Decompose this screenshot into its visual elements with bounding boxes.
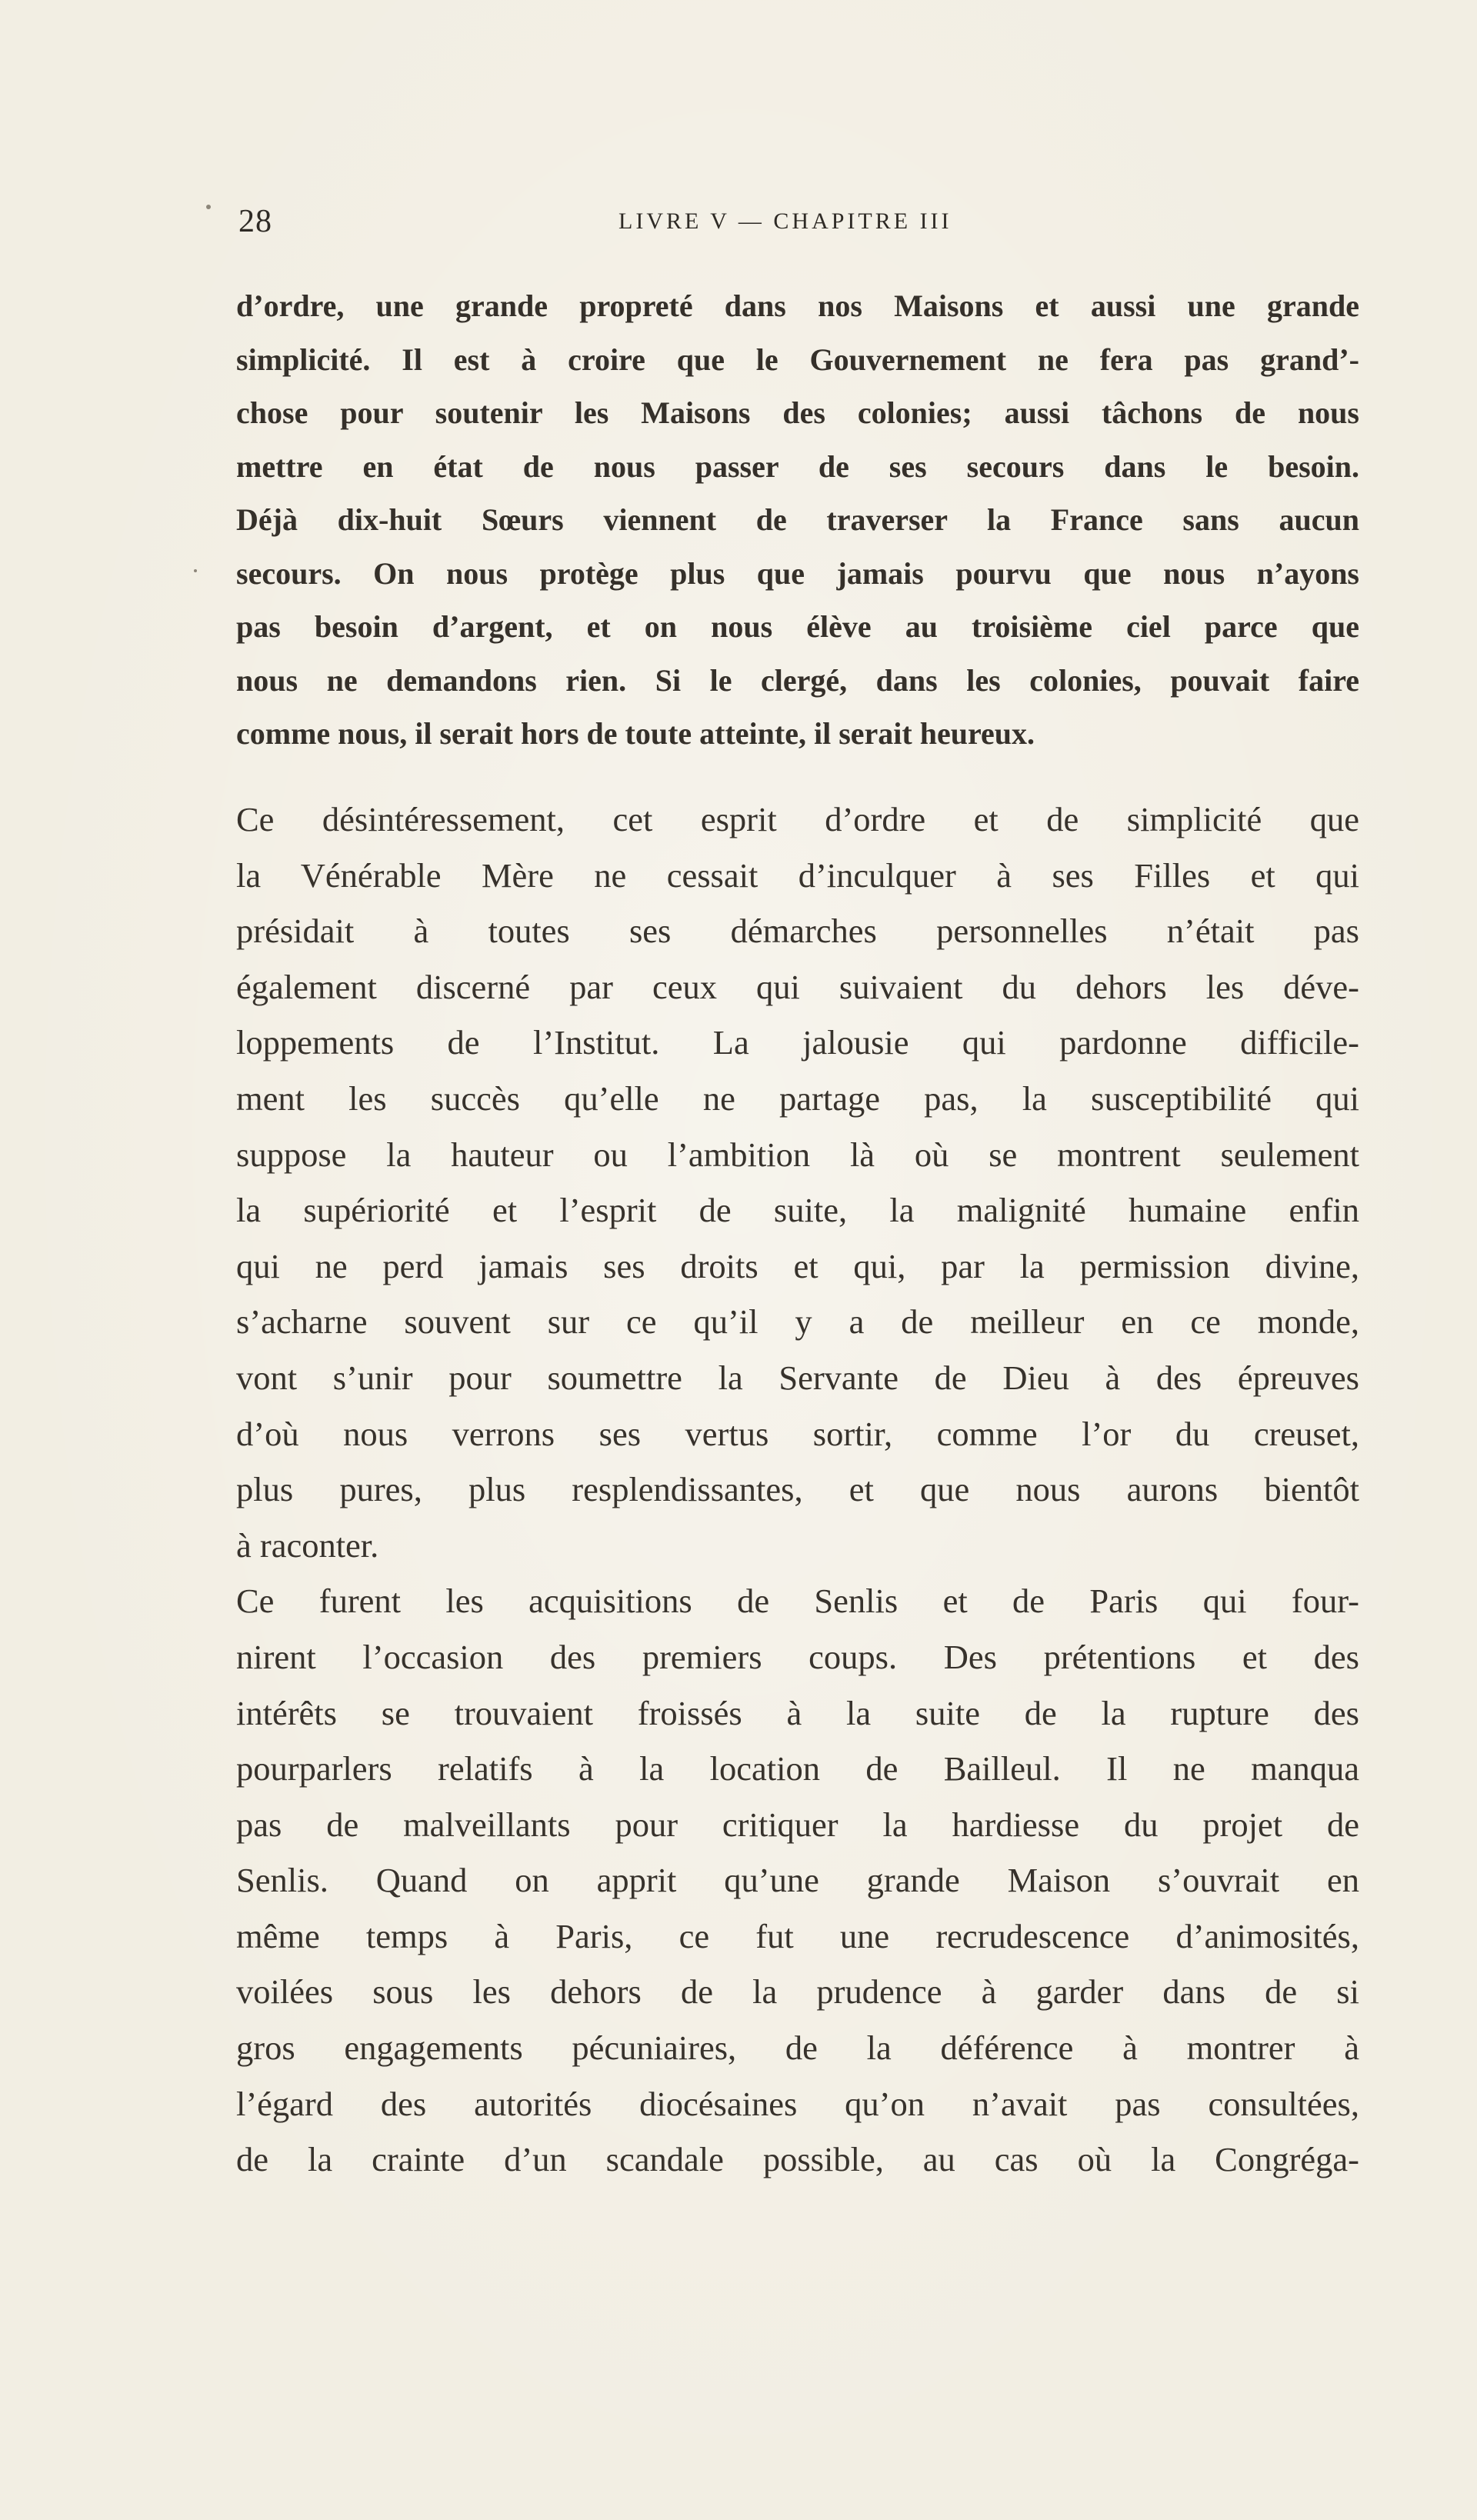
text-line: chose pour soutenir les Maisons des colonies; aussi tâchons de nous	[236, 395, 1359, 430]
text-line: loppements de l’Institut. La jalousie qui pardonne difficile-	[236, 1023, 1359, 1062]
text-line: de la crainte d’un scandale possible, au cas où la Congréga-	[236, 2140, 1359, 2179]
text-line: ment les succès qu’elle ne partage pas, la susceptibilité qui	[236, 1078, 1359, 1118]
ink-speck	[194, 569, 197, 572]
text-line: mettre en état de nous passer de ses secours dans le besoin.	[236, 448, 1359, 484]
text-line: qui ne perd jamais ses droits et qui, par la permission divine,	[236, 1246, 1359, 1285]
text-line: pas de malveillants pour critiquer la hardiesse du projet de	[236, 1805, 1359, 1844]
ink-speck	[206, 205, 211, 209]
text-line: présidait à toutes ses démarches personnelles n’était pas	[236, 912, 1359, 951]
running-head: LIVRE V — CHAPITRE III	[618, 208, 952, 234]
paragraph	[236, 792, 1359, 1573]
text-line: gros engagements pécuniaires, de la déférence à montrer à	[236, 2028, 1359, 2068]
text-line: s’acharne souvent sur ce qu’il y a de meilleur en ce monde,	[236, 1302, 1359, 1342]
text-line: Ce furent les acquisitions de Senlis et de Paris qui four-	[236, 1582, 1359, 1621]
text-line: l’égard des autorités diocésaines qu’on n’avait pas consultées,	[236, 2084, 1359, 2123]
text-line: la supériorité et l’esprit de suite, la malignité humaine enfin	[236, 1191, 1359, 1230]
text-line: secours. On nous protège plus que jamais pourvu que nous n’ayons	[236, 555, 1359, 591]
paragraph	[236, 1573, 1359, 2188]
text-line: également discerné par ceux qui suivaient du dehors les déve-	[236, 967, 1359, 1006]
text-line: d’ordre, une grande propreté dans nos Maisons et aussi une grande	[236, 288, 1359, 323]
text-line: la Vénérable Mère ne cessait d’inculquer à ses Filles et qui	[236, 855, 1359, 895]
letter-excerpt	[236, 279, 1359, 761]
text-line: pourparlers relatifs à la location de Bailleul. Il ne manqua	[236, 1749, 1359, 1788]
text-line: simplicité. Il est à croire que le Gouvernement ne fera pas grand’-	[236, 342, 1359, 377]
text-line: pas besoin d’argent, et on nous élève au troisième ciel parce que	[236, 609, 1359, 644]
page-number: 28	[238, 204, 272, 239]
text-line: voilées sous les dehors de la prudence à garder dans de si	[236, 1972, 1359, 2012]
text-line: comme nous, il serait hors de toute atteinte, il serait heureux.	[236, 716, 1035, 751]
text-line: Déjà dix-huit Sœurs viennent de traverser la France sans aucun	[236, 502, 1359, 537]
text-line: d’où nous verrons ses vertus sortir, comme l’or du creuset,	[236, 1414, 1359, 1453]
text-line: nirent l’occasion des premiers coups. Des prétentions et des	[236, 1637, 1359, 1676]
text-line: plus pures, plus resplendissantes, et que nous aurons bientôt	[236, 1470, 1359, 1509]
text-line: suppose la hauteur ou l’ambition là où se montrent seulement	[236, 1135, 1359, 1174]
text-line: Senlis. Quand on apprit qu’une grande Maison s’ouvrait en	[236, 1861, 1359, 1900]
text-line: à raconter.	[236, 1525, 379, 1565]
text-line: nous ne demandons rien. Si le clergé, dans les colonies, pouvait faire	[236, 662, 1359, 698]
text-line: vont s’unir pour soumettre la Servante de Dieu à des épreuves	[236, 1358, 1359, 1397]
text-line: même temps à Paris, ce fut une recrudescence d’animosités,	[236, 1916, 1359, 1955]
text-line: intérêts se trouvaient froissés à la suite de la rupture des	[236, 1693, 1359, 1732]
body-text	[236, 792, 1359, 2188]
text-line: Ce désintéressement, cet esprit d’ordre et de simplicité que	[236, 800, 1359, 838]
page-header	[228, 198, 1362, 245]
